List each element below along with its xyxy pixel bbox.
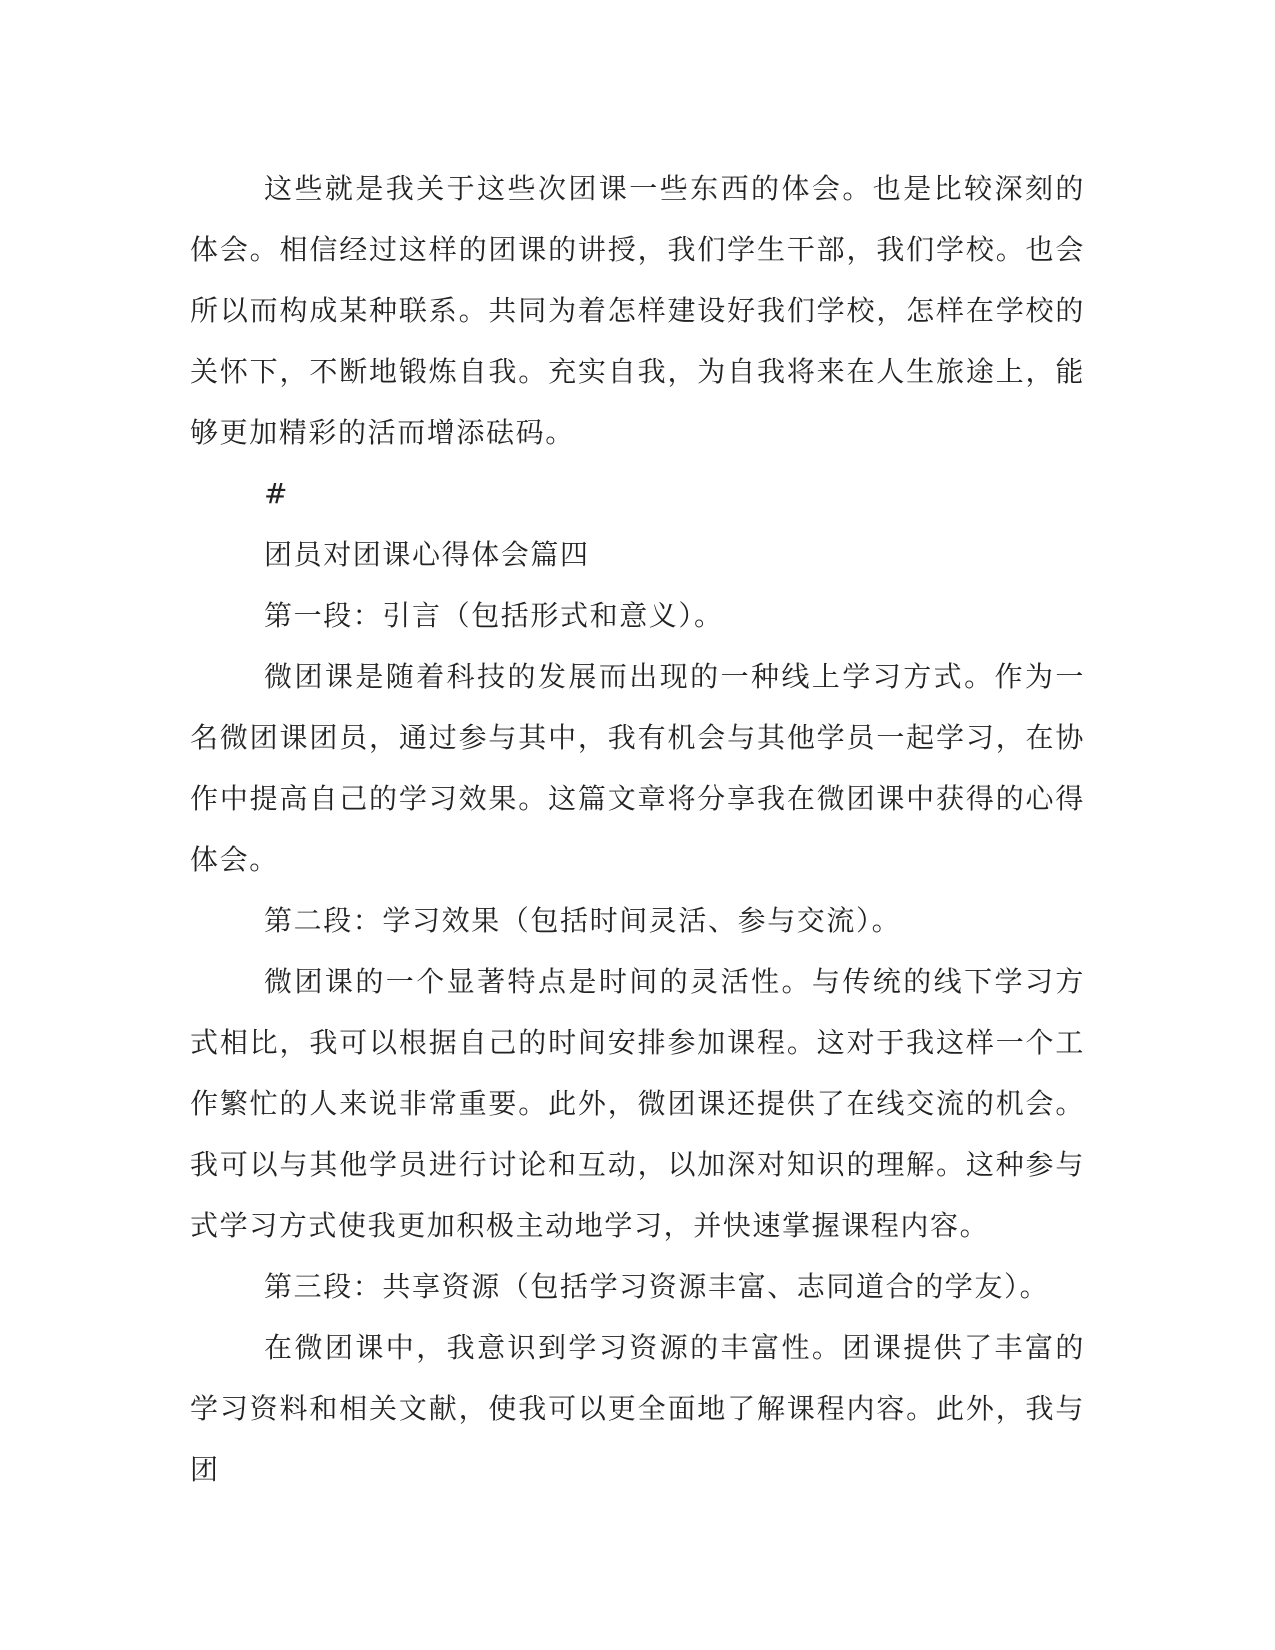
article-title: 团员对团课心得体会篇四 bbox=[264, 538, 590, 571]
paragraph-reflection-conclusion: 这些就是我关于这些次团课一些东西的体会。也是比较深刻的体会。相信经过这样的团课的讲授，我们学生干部，我们学校。也会所以而构成某种联系。共同为着怎样建设好我们学校，怎样在学校的关怀下，不断地锻炼自我。充实自我，为自我将来在人生旅途上，能够更加精彩的活而增添砝码。 bbox=[190, 172, 1085, 449]
section-heading-1: 第一段：引言（包括形式和意义）。 bbox=[264, 599, 724, 632]
paragraph-learning-effect: 微团课的一个显著特点是时间的灵活性。与传统的线下学习方式相比，我可以根据自己的时间安排参加课程。这对于我这样一个工作繁忙的人来说非常重要。此外，微团课还提供了在线交流的机会。我可以与其他学员进行讨论和互动，以加深对知识的理解。这种参与式学习方式使我更加积极主动地学习，并快速掌握课程内容。 bbox=[190, 965, 1085, 1242]
paragraph-introduction: 微团课是随着科技的发展而出现的一种线上学习方式。作为一名微团课团员，通过参与其中，我有机会与其他学员一起学习，在协作中提高自己的学习效果。这篇文章将分享我在微团课中获得的心得体会。 bbox=[190, 660, 1085, 876]
section-heading-3: 第三段：共享资源（包括学习资源丰富、志同道合的学友）。 bbox=[264, 1270, 1050, 1303]
document-body bbox=[190, 158, 1085, 1500]
paragraph-shared-resources: 在微团课中，我意识到学习资源的丰富性。团课提供了丰富的学习资料和相关文献，使我可以更全面地了解课程内容。此外，我与团 bbox=[190, 1331, 1085, 1486]
section-heading-2: 第二段：学习效果（包括时间灵活、参与交流）。 bbox=[264, 904, 902, 937]
section-separator: # bbox=[264, 477, 290, 510]
